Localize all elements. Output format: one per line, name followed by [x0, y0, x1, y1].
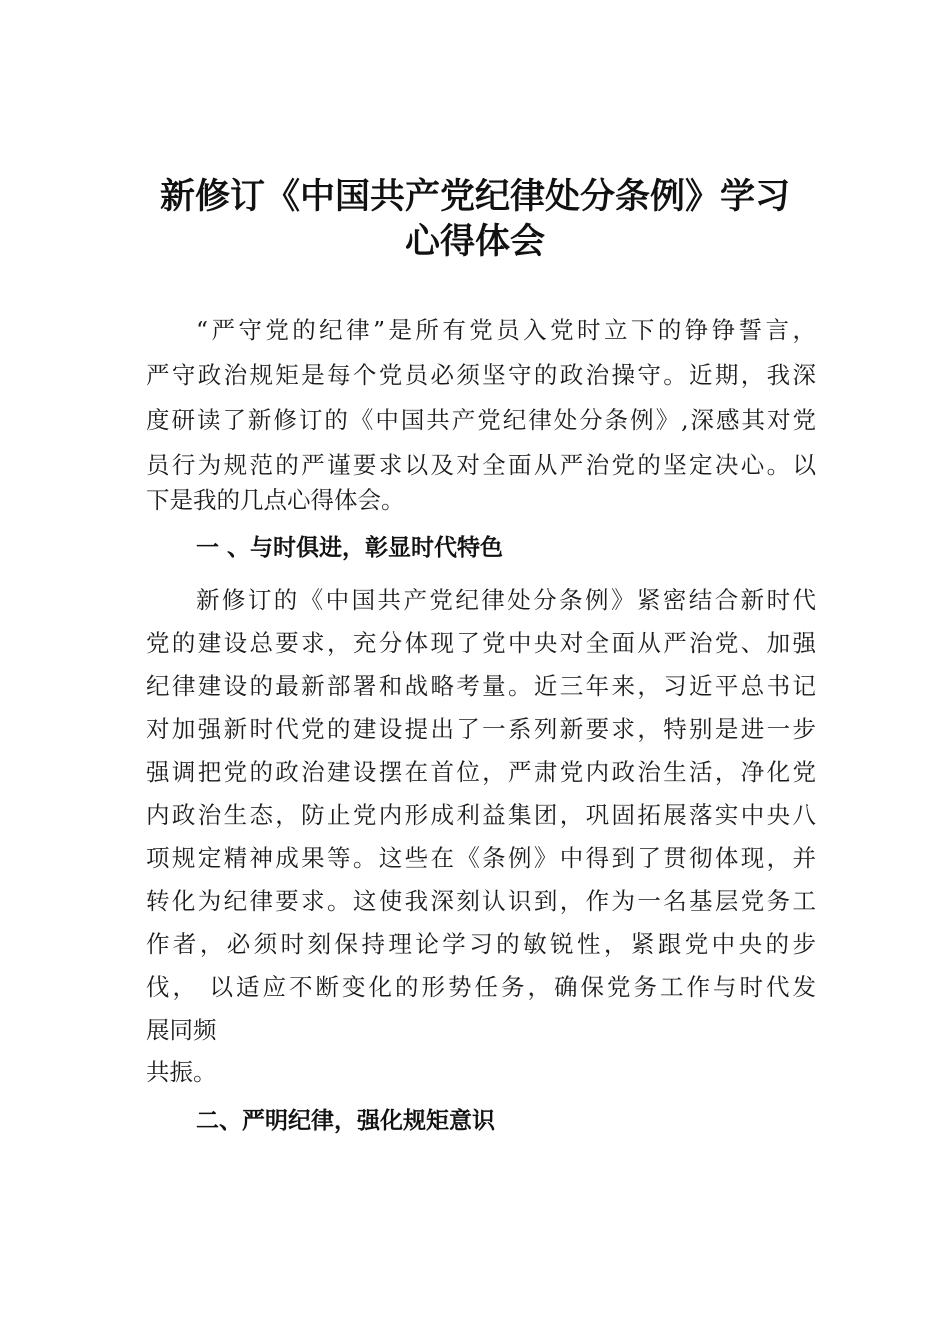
section-1-line-9: 作者，必须时刻保持理论学习的敏锐性，紧跟党中央的步 — [146, 930, 816, 958]
section-1-line-5: 强调把党的政治建设摆在首位，严肃党内政治生活，净化党 — [146, 758, 816, 786]
section-1-line-12: 共振。 — [146, 1058, 217, 1086]
section-2-heading: 二、严明纪律，强化规矩意识 — [196, 1108, 495, 1134]
section-1-line-3: 纪律建设的最新部署和战略考量。近三年来，习近平总书记 — [146, 672, 816, 700]
section-1-line-10: 伐， 以适应不断变化的形势任务，确保党务工作与时代发 — [146, 973, 816, 1001]
intro-line-5: 下是我的几点心得体会。 — [146, 486, 405, 514]
section-1-line-4: 对加强新时代党的建设提出了一系列新要求，特别是进一步 — [146, 715, 816, 743]
intro-line-2: 严守政治规矩是每个党员必须坚守的政治操守。近期，我深 — [146, 361, 816, 389]
section-1-line-11: 展同频 — [146, 1016, 217, 1044]
intro-line-4: 员行为规范的严谨要求以及对全面从严治党的坚定决心。以 — [146, 451, 816, 479]
document-title-line-1: 新修订《中国共产党纪律处分条例》学习 — [159, 177, 790, 217]
section-1-line-2: 党的建设总要求，充分体现了党中央对全面从严治党、加强 — [146, 629, 816, 657]
section-1-line-6: 内政治生态，防止党内形成利益集团，巩固拓展落实中央八 — [146, 801, 816, 829]
section-1-line-8: 转化为纪律要求。这使我深刻认识到，作为一名基层党务工 — [146, 887, 816, 915]
section-1-line-1: 新修订的《中国共产党纪律处分条例》紧密结合新时代 — [196, 586, 816, 614]
intro-line-3: 度研读了新修订的《中国共产党纪律处分条例》,深感其对党 — [146, 406, 816, 434]
intro-line-1: “严守党的纪律”是所有党员入党时立下的铮铮誓言， — [196, 316, 816, 344]
section-1-line-7: 项规定精神成果等。这些在《条例》中得到了贯彻体现，并 — [146, 844, 816, 872]
section-1-heading: 一 、与时俱进，彰显时代特色 — [196, 535, 504, 561]
document-title-line-2: 心得体会 — [404, 222, 545, 262]
